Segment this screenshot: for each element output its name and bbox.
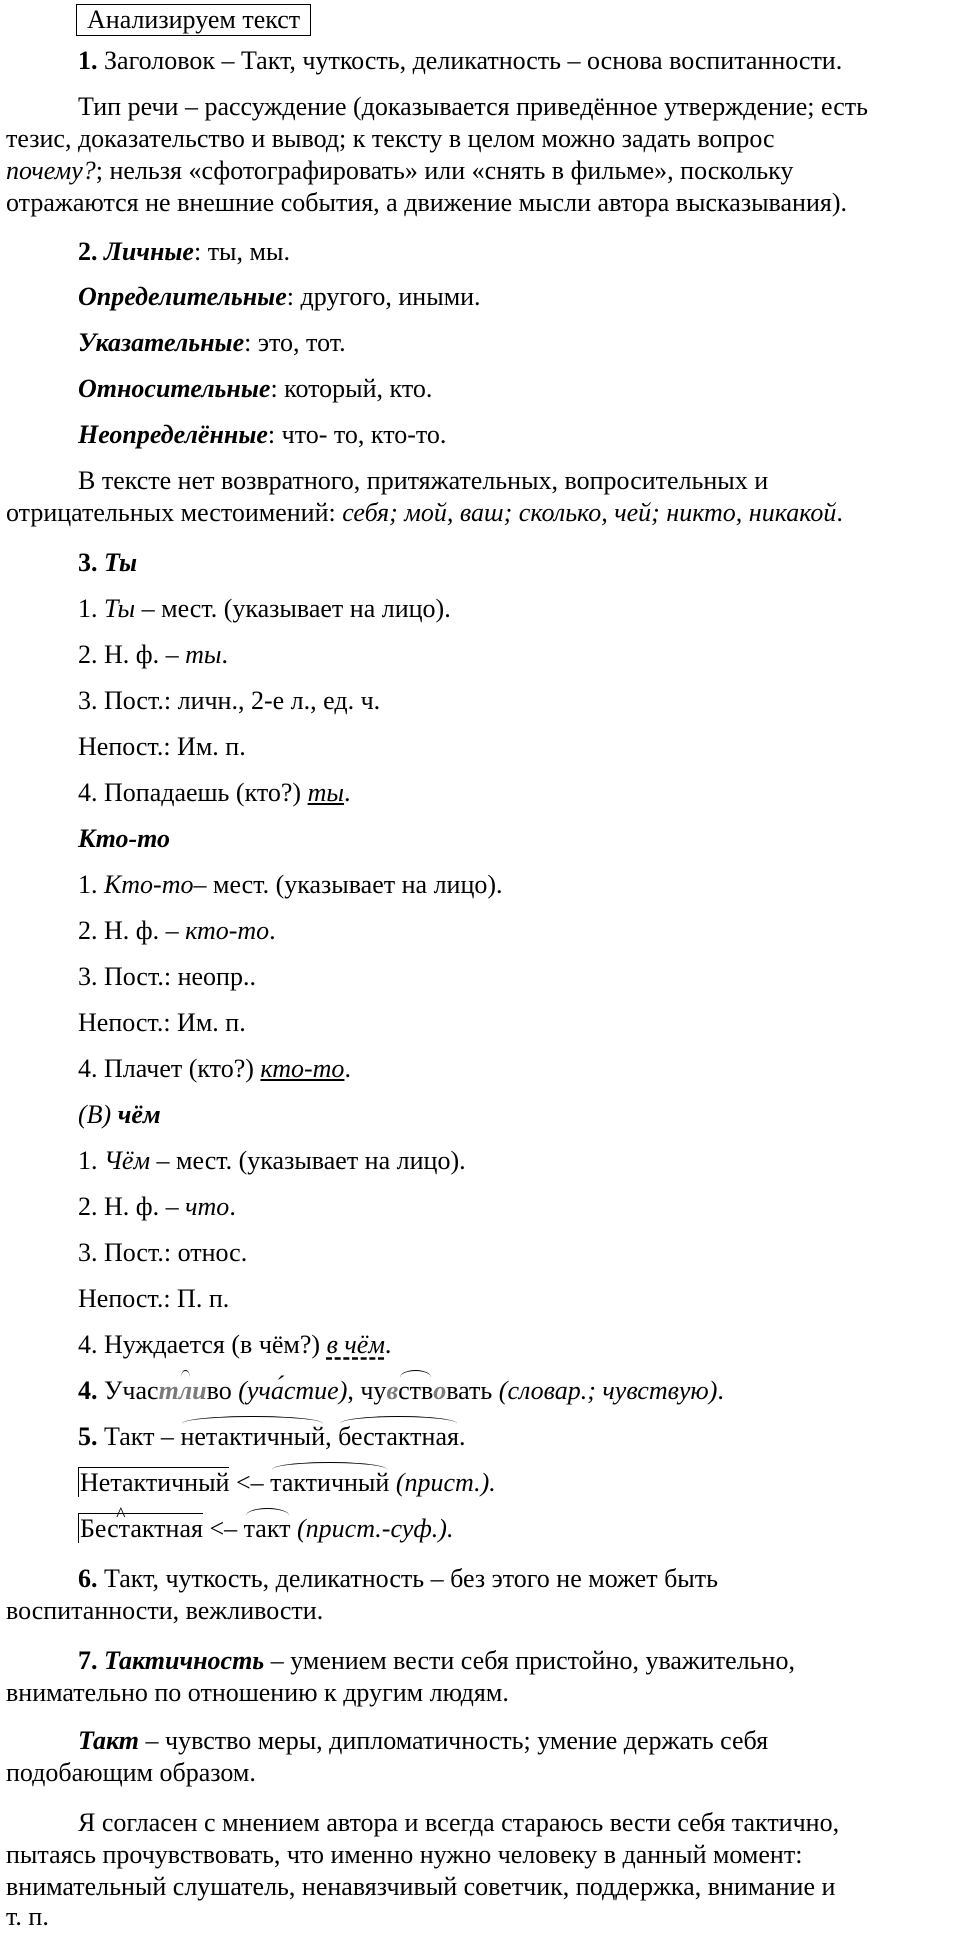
text: ств — [398, 1376, 434, 1405]
word-with-morphemes: нетактичный — [180, 1422, 326, 1451]
parse-title — [78, 546, 137, 580]
object-dashed-underline: в чём — [326, 1330, 385, 1359]
text: 2. Н. ф. – — [78, 1192, 186, 1221]
italic-text: ты — [185, 640, 222, 669]
pronoun-examples: : ты, мы. — [193, 237, 290, 266]
pronoun-row — [78, 280, 481, 314]
highlight-letter: т — [158, 1376, 179, 1405]
text: . — [221, 640, 229, 669]
derived-word: Нетактичный — [80, 1468, 230, 1497]
item-number: 7. — [78, 1646, 98, 1675]
derivation-line — [78, 1512, 453, 1546]
text: Учас — [97, 1376, 159, 1405]
item-text: Заголовок – Такт, чуткость, деликатность – основа воспитанности. — [97, 46, 843, 75]
italic-text: Кто-то — [104, 870, 194, 899]
pronoun-class: Относительные — [78, 374, 271, 403]
note-line — [6, 496, 843, 530]
pronoun-class: Личные — [104, 237, 194, 266]
item-7-line: внимательно по отношению к другим людям. — [6, 1678, 509, 1707]
text: . — [269, 916, 276, 945]
text: – мест. (указывает на лицо). — [150, 1146, 466, 1175]
parse-word: чём — [117, 1100, 161, 1129]
parse-line: 3. Пост.: неопр.. — [78, 962, 256, 991]
italic-text: кто-то — [185, 916, 270, 945]
source-word: тактичный — [270, 1468, 390, 1497]
italic-text: (прист.-суф.). — [290, 1514, 454, 1543]
parse-line: 1. Чём – мест. (указывает на лицо). — [78, 1146, 466, 1175]
item-4-line — [78, 1374, 724, 1408]
text: Такт, чуткость, деликатность – без этого не может быть — [97, 1564, 718, 1593]
item-number: 1. — [78, 46, 98, 75]
parse-line: Непост.: П. п. — [78, 1284, 230, 1313]
text: – мест. (указывает на лицо). — [135, 594, 451, 623]
text: 2. Н. ф. – — [78, 640, 186, 669]
arrow: <– — [229, 1468, 271, 1497]
text: Такт – — [97, 1422, 181, 1451]
subject-underlined: кто-то — [260, 1054, 345, 1083]
pronoun-row — [78, 235, 290, 269]
text: ; нельзя «сфотографировать» или «снять в фильме», поскольку — [95, 156, 794, 185]
parse-line: 3. Пост.: личн., 2-е л., ед. ч. — [78, 686, 381, 715]
item-number: 6. — [78, 1564, 98, 1593]
italic-text: Чём — [104, 1146, 151, 1175]
text: . — [384, 1330, 392, 1359]
pronoun-row — [78, 418, 446, 452]
speech-type-line: Тип речи – рассуждение (доказывается приведённое утверждение; есть — [78, 92, 868, 121]
arrow: <– — [202, 1514, 244, 1543]
item-6-line — [78, 1562, 718, 1596]
conclusion-line: внимательный слушатель, ненавязчивый советчик, поддержка, внимание и — [6, 1872, 836, 1901]
pronoun-class: Указательные — [78, 328, 245, 357]
source-word: такт — [243, 1514, 291, 1543]
item-5-line — [78, 1420, 465, 1454]
parse-line — [78, 1052, 351, 1086]
pronoun-class: Определительные — [78, 282, 287, 311]
text: . — [717, 1376, 724, 1405]
pronoun-examples: : который, кто. — [270, 374, 433, 403]
conclusion-line: пытаясь прочувствовать, что именно нужно человеку в данный момент: — [6, 1840, 803, 1869]
text: . — [458, 1422, 466, 1451]
highlight-letter: и — [192, 1376, 207, 1405]
text: 4. Попадаешь (кто?) — [78, 778, 308, 807]
speech-type-line — [6, 154, 793, 188]
highlight-letter: в — [386, 1376, 399, 1405]
parse-word: Ты — [104, 548, 137, 577]
italic-text: себя; мой, ваш; сколько, чей; никто, никакой — [342, 498, 837, 527]
parse-line: 3. Пост.: относ. — [78, 1238, 248, 1267]
text: – мест. (указывает на лицо). — [193, 870, 503, 899]
derivation-line — [78, 1466, 496, 1500]
parse-line: 1. Ты – мест. (указывает на лицо). — [78, 594, 451, 623]
highlight-letter: о — [433, 1376, 447, 1405]
parse-line — [78, 1190, 236, 1224]
pronoun-examples: : что- то, кто-то. — [267, 420, 447, 449]
text: . — [836, 498, 843, 527]
italic-text: (уча́стие) — [238, 1376, 348, 1405]
term: Такт — [78, 1726, 140, 1755]
text: 4. Плачет (кто?) — [78, 1054, 261, 1083]
parse-line — [78, 638, 228, 672]
text: , чу — [347, 1376, 387, 1405]
parse-line — [78, 914, 276, 948]
item-number: 3. — [78, 548, 98, 577]
parse-line: Непост.: Им. п. — [78, 732, 246, 761]
conclusion-line: Я согласен с мнением автора и всегда стараюсь вести себя тактично, — [78, 1808, 840, 1837]
item-number: 4. — [78, 1376, 98, 1405]
text: . — [344, 1054, 351, 1083]
text: отрицательных местоимений: — [6, 498, 343, 527]
item-7-line — [78, 1724, 768, 1758]
italic-text: почему? — [6, 156, 96, 185]
section-heading-box: Анализируем текст — [76, 4, 311, 36]
item-7-line: подобающим образом. — [6, 1758, 256, 1787]
parse-line — [78, 776, 350, 810]
conclusion-line: т. п. — [6, 1902, 49, 1931]
italic-text: что — [185, 1192, 230, 1221]
item-1-heading — [78, 44, 842, 78]
note-line: В тексте нет возвратного, притяжательных, вопросительных и — [78, 466, 769, 495]
highlight-letter: л — [178, 1376, 193, 1405]
text: , — [325, 1422, 339, 1451]
parse-line — [78, 1328, 391, 1362]
text: вать — [446, 1376, 499, 1405]
parse-line: Непост.: Им. п. — [78, 1008, 246, 1037]
parse-title — [78, 1098, 161, 1132]
speech-type-line: отражаются не внешние события, а движение мысли автора высказывания). — [6, 188, 847, 217]
parse-line: 1. Кто-то– мест. (указывает на лицо). — [78, 870, 503, 899]
term: Тактичность — [97, 1646, 265, 1675]
word-with-morphemes: бестактная — [338, 1422, 459, 1451]
italic-text: (прист.). — [389, 1468, 496, 1497]
speech-type-line: тезис, доказательство и вывод; к тексту в целом можно задать вопрос — [6, 124, 775, 153]
pronoun-class: Неопределённые — [78, 420, 268, 449]
parse-title: Кто-то — [78, 824, 171, 853]
text: . — [343, 778, 351, 807]
item-7-line — [78, 1644, 795, 1678]
definition: – умением вести себя пристойно, уважительно, — [264, 1646, 795, 1675]
italic-text: (В) — [78, 1100, 112, 1129]
text: . — [229, 1192, 236, 1221]
item-number: 5. — [78, 1422, 98, 1451]
pronoun-row — [78, 372, 432, 406]
derived-word: ^ Бестактная — [78, 1513, 203, 1543]
pronoun-examples: : другого, иными. — [286, 282, 481, 311]
italic-text: (словар.; чувствую) — [498, 1376, 718, 1405]
item-number: 2. — [78, 237, 98, 266]
definition: – чувство меры, дипломатичность; умение держать себя — [139, 1726, 769, 1755]
text: 4. Нуждается (в чём?) — [78, 1330, 327, 1359]
pronoun-examples: : это, тот. — [244, 328, 346, 357]
pronoun-row — [78, 326, 346, 360]
item-6-line: воспитанности, вежливости. — [6, 1596, 324, 1625]
text: 2. Н. ф. – — [78, 916, 186, 945]
text: во — [206, 1376, 239, 1405]
italic-text: Ты — [104, 594, 136, 623]
subject-underlined: ты — [307, 778, 344, 807]
